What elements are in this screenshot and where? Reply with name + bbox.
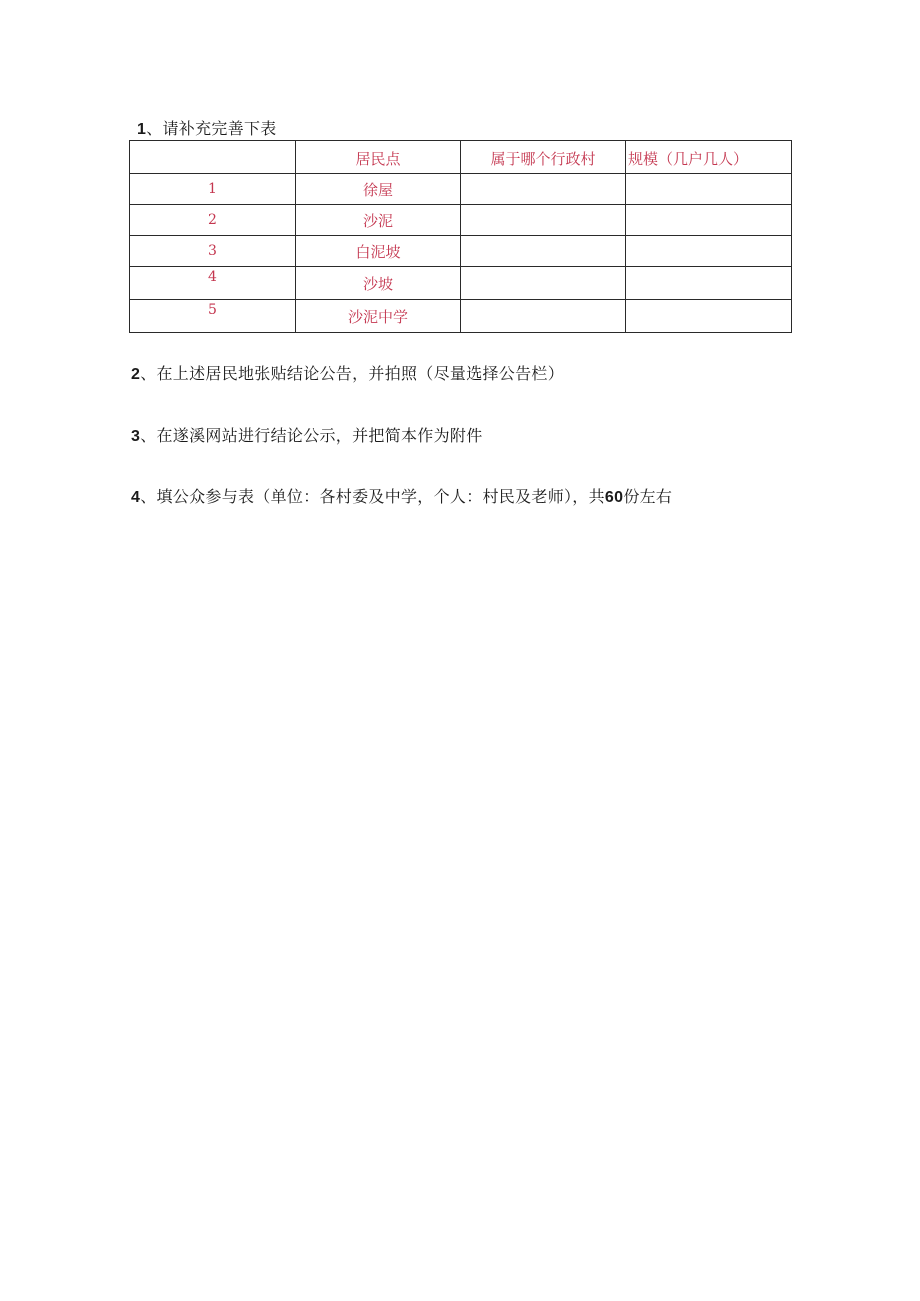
row-scale-cell[interactable]: [626, 267, 792, 300]
table-row: [130, 236, 792, 267]
instruction-2-number: 2: [131, 366, 141, 383]
row-place: 徐屋: [296, 174, 461, 205]
table-row: [130, 174, 792, 205]
table-row: [130, 267, 792, 300]
table-row: [130, 300, 792, 333]
instruction-2-text: 、在上述居民地张贴结论公告，并拍照（尽量选择公告栏）: [140, 364, 565, 383]
row-village-cell[interactable]: [461, 174, 626, 205]
row-index: 5: [130, 300, 296, 333]
row-scale-cell[interactable]: [626, 205, 792, 236]
instruction-3-number: 3: [131, 428, 141, 445]
instruction-4: [131, 487, 672, 508]
instruction-3-text: 、在遂溪网站进行结论公示，并把简本作为附件: [140, 426, 483, 445]
instruction-4-text: 、填公众参与表（单位：各村委及中学，个人：村民及老师），共: [140, 487, 605, 506]
instruction-4-number: 4: [131, 489, 141, 506]
instruction-1: [137, 119, 277, 140]
header-index: [130, 141, 296, 174]
row-index: 1: [130, 174, 296, 205]
row-place: 沙坡: [296, 267, 461, 300]
table-header-row: [130, 141, 792, 174]
row-index: 3: [130, 236, 296, 267]
instruction-3: [131, 426, 483, 447]
instruction-4-tail: 份左右: [623, 487, 673, 506]
instruction-2: [131, 364, 564, 385]
row-scale-cell[interactable]: [626, 236, 792, 267]
row-index: 2: [130, 205, 296, 236]
table-row: [130, 205, 792, 236]
row-place: 白泥坡: [296, 236, 461, 267]
header-scale: 规模（几户几人）: [626, 141, 792, 174]
row-village-cell[interactable]: [461, 300, 626, 333]
residential-points-table: [129, 140, 792, 333]
header-admin-village: 属于哪个行政村: [461, 141, 626, 174]
instruction-1-number: 1: [137, 121, 147, 138]
instruction-4-count: 60: [604, 489, 624, 506]
header-residential-point: 居民点: [296, 141, 461, 174]
row-index: 4: [130, 267, 296, 300]
row-place: 沙泥: [296, 205, 461, 236]
row-scale-cell[interactable]: [626, 300, 792, 333]
row-scale-cell[interactable]: [626, 174, 792, 205]
row-village-cell[interactable]: [461, 205, 626, 236]
row-village-cell[interactable]: [461, 267, 626, 300]
row-place: 沙泥中学: [296, 300, 461, 333]
instruction-1-text: 、请补充完善下表: [146, 119, 277, 138]
row-village-cell[interactable]: [461, 236, 626, 267]
